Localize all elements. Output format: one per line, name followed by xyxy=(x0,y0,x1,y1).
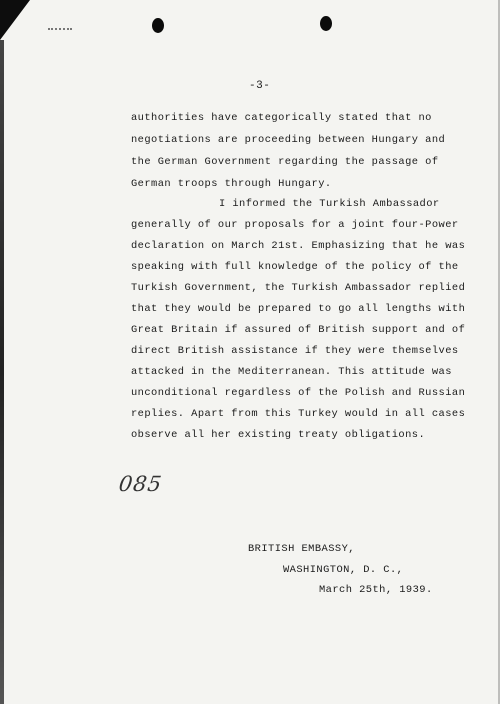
punch-hole-right xyxy=(320,16,332,31)
page-left-edge xyxy=(0,40,4,704)
body-line: declaration on March 21st. Emphasizing that he was xyxy=(131,240,466,252)
body-line: direct British assistance if they were themselves xyxy=(131,345,459,357)
body-line: German troops through Hungary. xyxy=(131,178,332,190)
body-line: Turkish Government, the Turkish Ambassador replied xyxy=(131,282,466,294)
body-line: the German Government regarding the passage of xyxy=(131,156,439,168)
body-line: authorities have categorically stated that no xyxy=(131,112,432,124)
body-line: replies. Apart from this Turkey would in all cases xyxy=(131,408,466,420)
body-line: that they would be prepared to go all lengths with xyxy=(131,303,466,315)
body-line: unconditional regardless of the Polish and Russian xyxy=(131,387,466,399)
handwritten-number: 085 xyxy=(117,472,164,496)
signature-line-1: BRITISH EMBASSY, xyxy=(248,543,355,555)
page-corner-shadow xyxy=(0,0,30,40)
punch-hole-left xyxy=(152,18,164,33)
body-line: generally of our proposals for a joint four-Power xyxy=(131,219,459,231)
body-line: Great Britain if assured of British support and of xyxy=(131,324,466,336)
page-number: -3- xyxy=(249,80,271,92)
margin-dots xyxy=(48,28,72,32)
body-line: attacked in the Mediterranean. This attitude was xyxy=(131,366,452,378)
body-line: speaking with full knowledge of the policy of the xyxy=(131,261,459,273)
body-line: I informed the Turkish Ambassador xyxy=(219,198,440,210)
body-line: observe all her existing treaty obligations. xyxy=(131,429,426,441)
body-line: negotiations are proceeding between Hungary and xyxy=(131,134,446,146)
signature-line-2: WASHINGTON, D. C., xyxy=(283,564,404,576)
signature-date: March 25th, 1939. xyxy=(319,584,433,596)
